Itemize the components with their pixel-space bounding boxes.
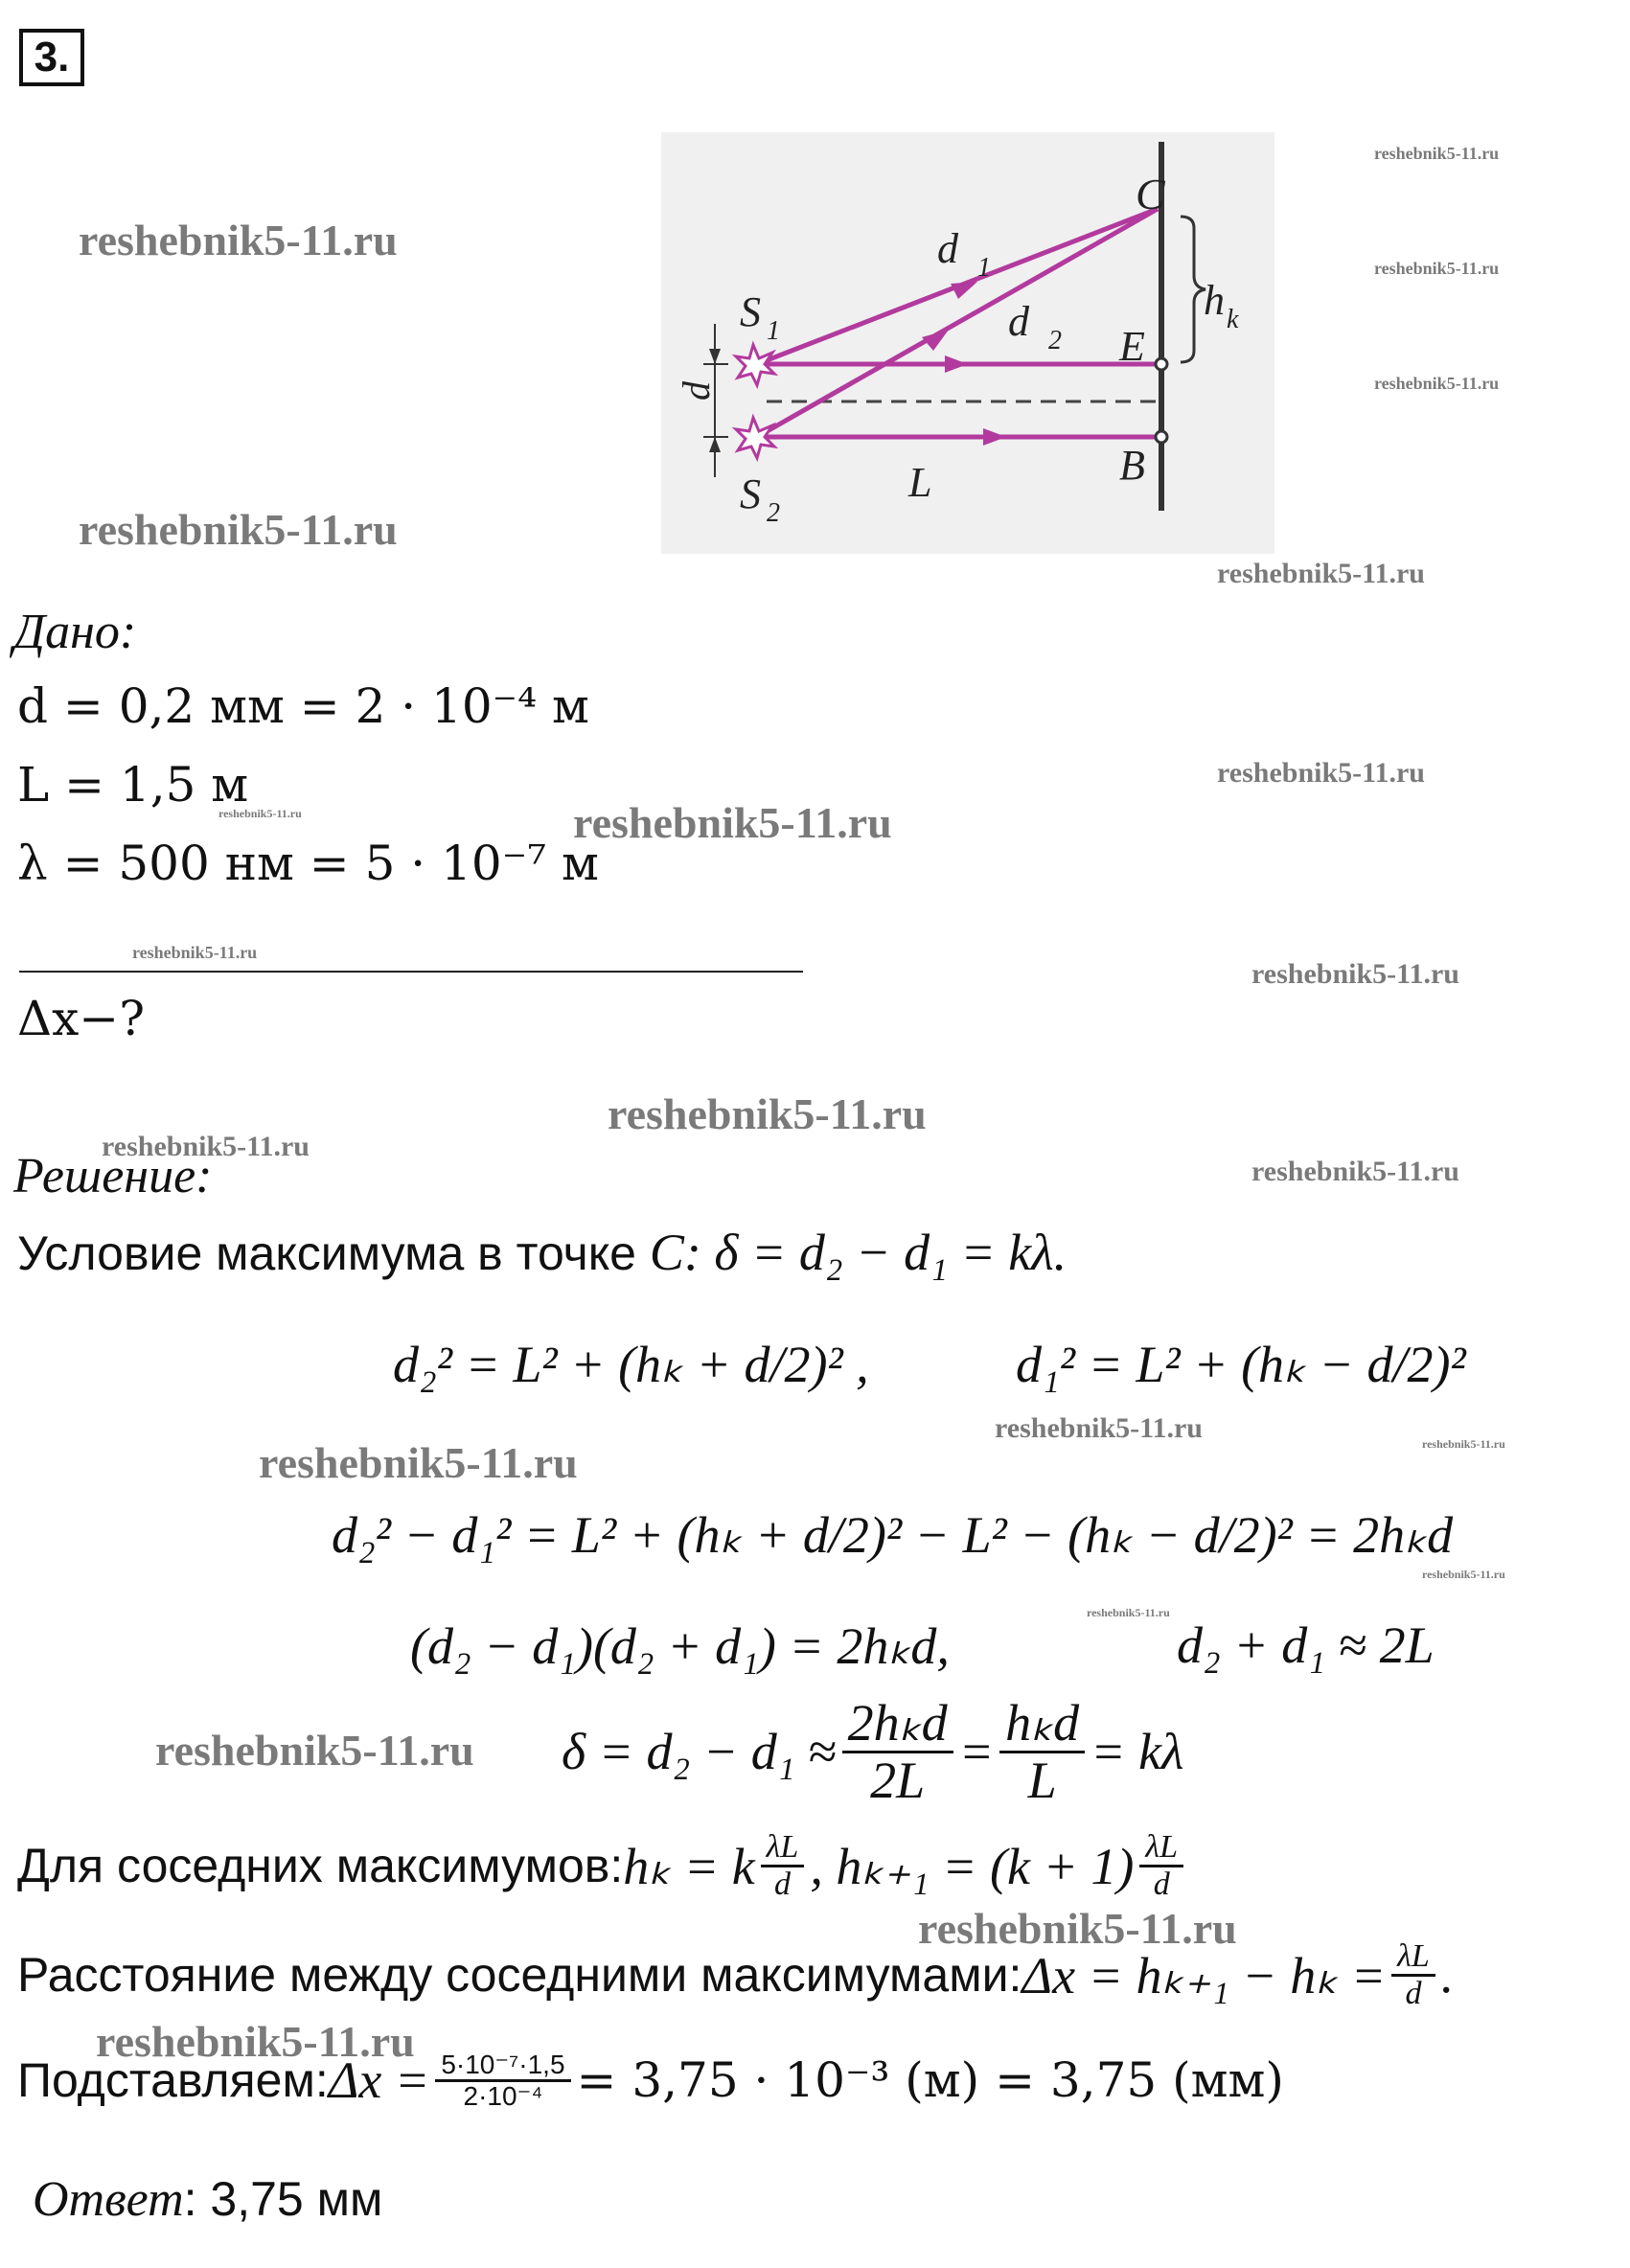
label-d1-sub: 1: [977, 253, 991, 283]
watermark: reshebnik5-11.ru: [1251, 958, 1459, 990]
label-d2-sub: 2: [1048, 326, 1062, 355]
watermark: reshebnik5-11.ru: [259, 1438, 578, 1487]
fraction-denominator: d: [773, 1866, 791, 1902]
distance-line: Расстояние между соседними максимумами: Δx = hₖ₊₁ − hₖ = $\frac{\lambda L}{d}$ .: [17, 1938, 1455, 2011]
max-condition-math: C: δ = d₂ − d₁ = kλ.: [649, 1224, 1068, 1281]
fraction-numerator: λL: [761, 1830, 805, 1867]
watermark: reshebnik5-11.ru: [218, 807, 302, 820]
double-slit-diagram: [661, 132, 1274, 554]
equation-difference-squares: d₂² − d₁² = L² + (hₖ + d/2)² − L² − (hₖ − d/2)² = 2hₖd: [332, 1506, 1454, 1564]
equation-d1-squared: d₁² = L² + (hₖ − d/2)²: [1016, 1336, 1466, 1393]
watermark: reshebnik5-11.ru: [995, 1412, 1203, 1444]
fraction-denominator: L: [1027, 1751, 1057, 1809]
substitution-result: = 3,75 · 10⁻³ (м) = 3,75 (мм): [576, 2052, 1284, 2108]
given-lambda: λ = 500 нм = 5 · 10⁻⁷ м: [17, 836, 599, 891]
point-e-marker: [1156, 358, 1167, 370]
watermark: reshebnik5-11.ru: [155, 1726, 474, 1775]
watermark: reshebnik5-11.ru: [1217, 558, 1425, 589]
label-d: d: [675, 381, 718, 401]
substitution-text: Подставляем:: [17, 2053, 329, 2107]
watermark: reshebnik5-11.ru: [132, 943, 258, 962]
label-d2: d: [1008, 298, 1029, 345]
watermark: reshebnik5-11.ru: [1374, 259, 1500, 278]
eq4-left: δ = d₂ − d₁ ≈: [562, 1723, 837, 1781]
watermark: reshebnik5-11.ru: [1374, 144, 1500, 163]
watermark: reshebnik5-11.ru: [1217, 757, 1425, 789]
neighbors-line: [17, 1830, 1189, 1901]
label-hk: h: [1204, 277, 1225, 324]
label-hk-sub: k: [1227, 305, 1239, 334]
fraction-denominator: 2L: [870, 1751, 926, 1809]
distance-math: Δx = hₖ₊₁ − hₖ =: [1022, 1946, 1387, 2005]
max-condition: [17, 1223, 1067, 1282]
watermark: reshebnik5-11.ru: [573, 798, 892, 847]
given-heading: Дано:: [13, 605, 137, 659]
substitution-delta: Δx =: [328, 2051, 430, 2109]
fraction-lambda-l-d: [1391, 1939, 1435, 2010]
eq4-right: = kλ: [1090, 1723, 1184, 1781]
watermark: reshebnik5-11.ru: [79, 216, 398, 264]
max-condition-text: Условие максимума в точке: [17, 1226, 650, 1280]
problem-number: 3.: [19, 29, 84, 86]
given-l: L = 1,5 м: [17, 757, 249, 813]
answer-label: Ответ: [33, 2172, 184, 2227]
find-quantity: Δx−?: [17, 991, 146, 1046]
watermark: reshebnik5-11.ru: [102, 1131, 310, 1162]
given-d: d = 0,2 мм = 2 · 10⁻⁴ м: [17, 678, 589, 734]
substitution-fraction: [435, 2050, 570, 2110]
fraction-numerator: hₖd: [999, 1696, 1085, 1753]
watermark: reshebnik5-11.ru: [918, 1904, 1237, 1953]
neighbors-hk1: , hₖ₊₁ = (k + 1): [810, 1837, 1135, 1895]
fraction-denominator: d: [1153, 1866, 1170, 1902]
fraction-numerator: λL: [1391, 1939, 1435, 1977]
fraction-denominator: d: [1405, 1975, 1422, 2011]
watermark: reshebnik5-11.ru: [1251, 1156, 1459, 1187]
fraction-denominator: 2·10⁻⁴: [463, 2080, 543, 2111]
fraction-2hkd-2l: [842, 1696, 953, 1807]
watermark: reshebnik5-11.ru: [96, 2017, 415, 2066]
label-s1-sub: 1: [767, 316, 780, 346]
fraction-numerator: 5·10⁻⁷·1,5: [435, 2050, 570, 2081]
label-e: E: [1119, 323, 1145, 370]
neighbors-text: Для соседних максимумов:: [17, 1839, 624, 1893]
label-c: C: [1136, 170, 1165, 218]
label-l: L: [908, 459, 932, 506]
label-s2: S: [740, 470, 761, 517]
distance-text: Расстояние между соседними максимумами:: [17, 1948, 1022, 2003]
fraction-numerator: 2hₖd: [842, 1696, 953, 1753]
substitution-line: [17, 2050, 1284, 2110]
watermark: reshebnik5-11.ru: [608, 1089, 927, 1138]
watermark: reshebnik5-11.ru: [1374, 374, 1500, 393]
equation-sum-approx: d₂ + d₁ ≈ 2L: [1177, 1616, 1435, 1674]
equation-path-difference: δ = d₂ − d₁ ≈ $\frac{\text{2hₖd}}{2L}$ = $\frac{\text{hₖd}}{L}$ = kλ: [562, 1694, 1184, 1809]
answer-line: [33, 2171, 382, 2228]
fraction-lambda-l-d: [1139, 1830, 1183, 1901]
fraction-lambda-l-d: [761, 1830, 805, 1901]
watermark: reshebnik5-11.ru: [1087, 1606, 1170, 1619]
label-b: B: [1119, 442, 1145, 489]
neighbors-hk: hₖ = k: [623, 1837, 755, 1895]
answer-value: : 3,75 мм: [183, 2172, 383, 2226]
fraction-numerator: λL: [1139, 1830, 1183, 1867]
fraction-hkd-l: [999, 1696, 1085, 1807]
label-s1: S: [740, 288, 761, 335]
equation-d2-squared: d₂² = L² + (hₖ + d/2)² ,: [393, 1336, 869, 1393]
given-divider: [19, 971, 803, 973]
label-d1: d: [937, 225, 958, 272]
equation-product: (d₂ − d₁)(d₂ + d₁) = 2hₖd,: [410, 1617, 950, 1675]
watermark: reshebnik5-11.ru: [1422, 1437, 1505, 1451]
watermark: reshebnik5-11.ru: [79, 505, 398, 554]
solution-heading: Решение:: [13, 1149, 213, 1203]
point-b-marker: [1156, 431, 1167, 443]
watermark: reshebnik5-11.ru: [1422, 1568, 1505, 1581]
label-s2-sub: 2: [767, 498, 780, 528]
